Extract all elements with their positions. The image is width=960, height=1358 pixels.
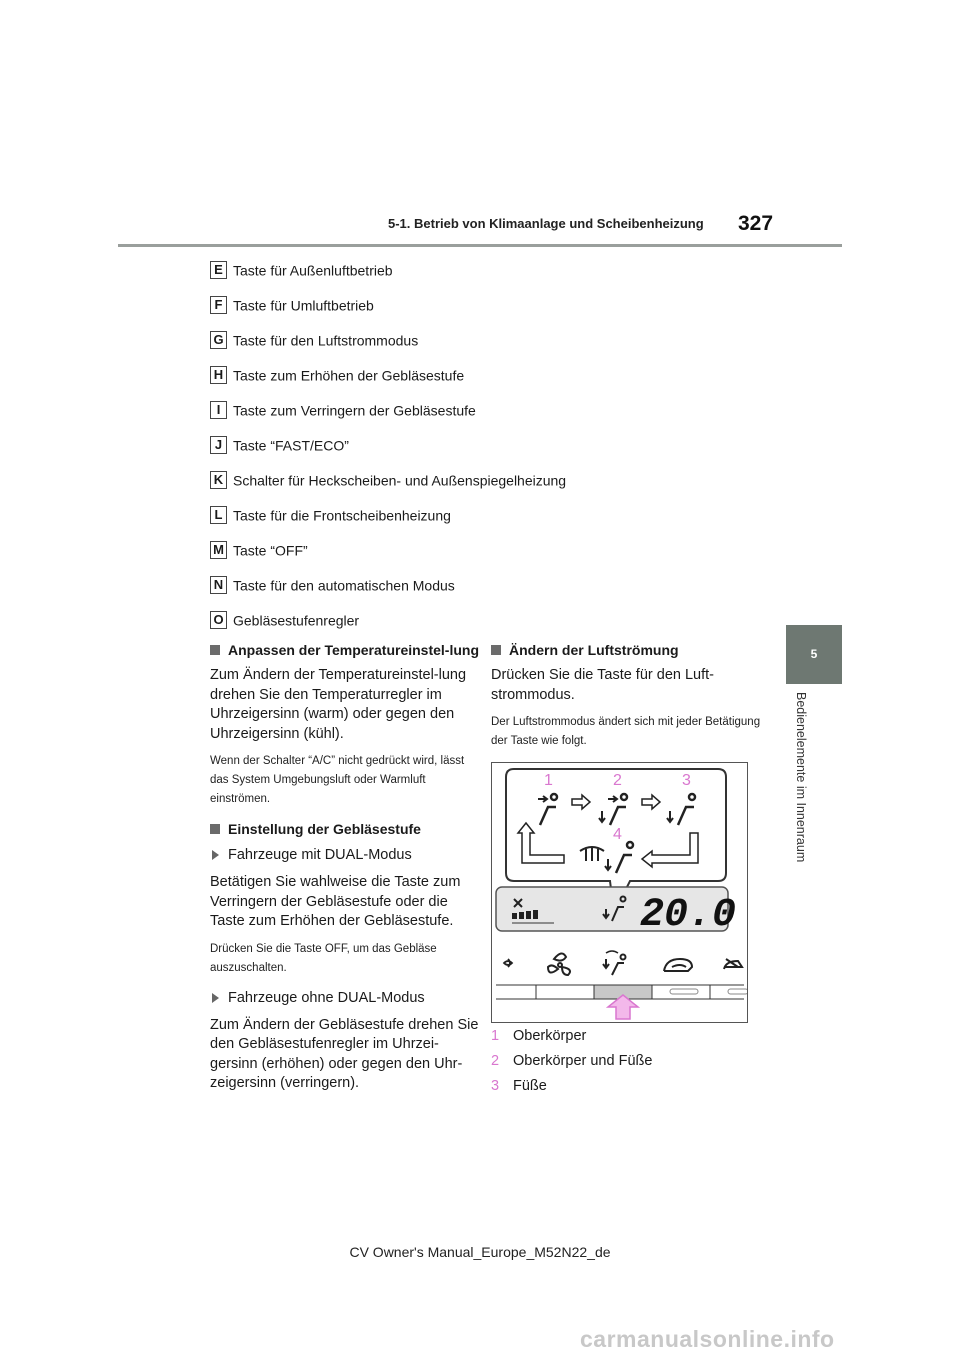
key-letter: K (210, 471, 227, 489)
temperature-note: Wenn der Schalter “A/C” nicht gedrückt wird, lässt das System Umgebungsluft oder Warmluft einströmen. (210, 755, 465, 805)
no-dual-mode-body: Zum Ändern der Gebläsestufe drehen Sie den Gebläsestufenregler im Uhrzei-gersinn (erhöhen) oder gegen den Uhr-zeigersinn (verringern). (210, 1016, 479, 1091)
key-item-n (210, 574, 455, 594)
key-item-o (210, 609, 359, 629)
fan-large-icon (548, 953, 570, 975)
key-item-m (210, 539, 308, 559)
page-number: 327 (738, 212, 774, 235)
mode-number-1: 1 (544, 772, 553, 789)
key-text: Taste für Umluftbetrieb (233, 297, 374, 314)
key-text: Taste für Außenluftbetrieb (233, 262, 393, 279)
key-letter: I (210, 401, 227, 419)
key-letter: J (210, 436, 227, 454)
list-item: 1 Oberkörper (491, 1028, 587, 1044)
key-text: Schalter für Heckscheiben- und Außenspiegelheizung (233, 472, 567, 489)
triangle-bullet-icon (212, 993, 219, 1003)
mode-number-4: 4 (613, 826, 622, 843)
key-text: Taste “FAST/ECO” (233, 437, 349, 454)
key-item-l (210, 504, 451, 524)
mode-number-3: 3 (682, 772, 691, 789)
key-text: Taste “OFF” (233, 542, 308, 559)
chapter-tab-label: Bedienelemente im Innenraum (794, 692, 808, 863)
airflow-mode-list (491, 1026, 652, 1101)
square-bullet-icon (210, 824, 220, 834)
triangle-bullet-icon (212, 850, 219, 860)
square-bullet-icon (491, 645, 501, 655)
dual-mode-item: Fahrzeuge mit DUAL-Modus (210, 845, 480, 865)
key-item-k (210, 469, 566, 489)
key-item-i (210, 399, 476, 419)
key-text: Taste für den Luftstrommodus (233, 332, 419, 349)
airflow-heading: Ändern der Luftströmung (491, 640, 761, 660)
key-text: Taste zum Erhöhen der Gebläsestufe (233, 367, 465, 384)
airflow-mode-figure (491, 762, 748, 1023)
key-letter: N (210, 576, 227, 594)
airflow-mode-icon (603, 951, 626, 975)
recirculation-icon (664, 959, 692, 971)
fan-small-icon (504, 959, 512, 967)
key-text: Taste zum Verringern der Gebläsestufe (233, 402, 476, 419)
footer: CV Owner's Manual_Europe_M52N22_de (349, 1244, 611, 1260)
key-letter: L (210, 506, 227, 524)
fan-speed-heading: Einstellung der Gebläsestufe (210, 819, 480, 839)
watermark: carmanualsonline.info (580, 1326, 835, 1352)
key-item-e (210, 259, 393, 279)
mode-number-2: 2 (613, 772, 622, 789)
header-rule (118, 244, 842, 247)
key-letter: M (210, 541, 227, 559)
key-item-g (210, 329, 418, 349)
key-letter: H (210, 366, 227, 384)
lcd-temperature: 20.0 (640, 893, 737, 938)
dual-mode-note: Drücken Sie die Taste OFF, um das Gebläse auszuschalten. (210, 942, 437, 974)
dual-mode-body: Betätigen Sie wahlweise die Taste zum Verringern der Gebläsestufe oder die Taste zum Erhöhen der Gebläsestufe. (210, 874, 461, 929)
key-letter: F (210, 296, 227, 314)
key-letter: G (210, 331, 227, 349)
key-item-j (210, 434, 349, 454)
list-item: 3 Füße (491, 1078, 547, 1094)
temperature-heading: Anpassen der Temperatureinstel-lung (210, 640, 480, 660)
key-text: Taste für die Frontscheibenheizung (233, 507, 451, 524)
key-text: Gebläsestufenregler (233, 612, 360, 629)
right-column (491, 640, 761, 761)
list-item: 2 Oberkörper und Füße (491, 1053, 653, 1069)
temperature-body: Zum Ändern der Temperatureinstel-lung drehen Sie den Temperaturregler im Uhrzeigersinn (warm) oder gegen den Uhrzeigersinn (kühl). (210, 667, 467, 742)
key-item-h (210, 364, 464, 384)
outside-air-icon (724, 959, 742, 969)
left-column (210, 640, 480, 1102)
square-bullet-icon (210, 645, 220, 655)
key-letter: O (210, 611, 227, 629)
key-item-f (210, 294, 374, 314)
chapter-tab: 5 (786, 625, 842, 684)
key-letter: E (210, 261, 227, 279)
no-dual-mode-item: Fahrzeuge ohne DUAL-Modus (210, 988, 480, 1008)
airflow-note: Der Luftstrommodus ändert sich mit jeder Betätigung der Taste wie folgt. (491, 716, 761, 747)
airflow-body: Drücken Sie die Taste für den Luft-strommodus. (491, 667, 714, 703)
section-title: 5-1. Betrieb von Klimaanlage und Scheibenheizung (388, 216, 704, 231)
key-text: Taste für den automatischen Modus (233, 577, 455, 594)
